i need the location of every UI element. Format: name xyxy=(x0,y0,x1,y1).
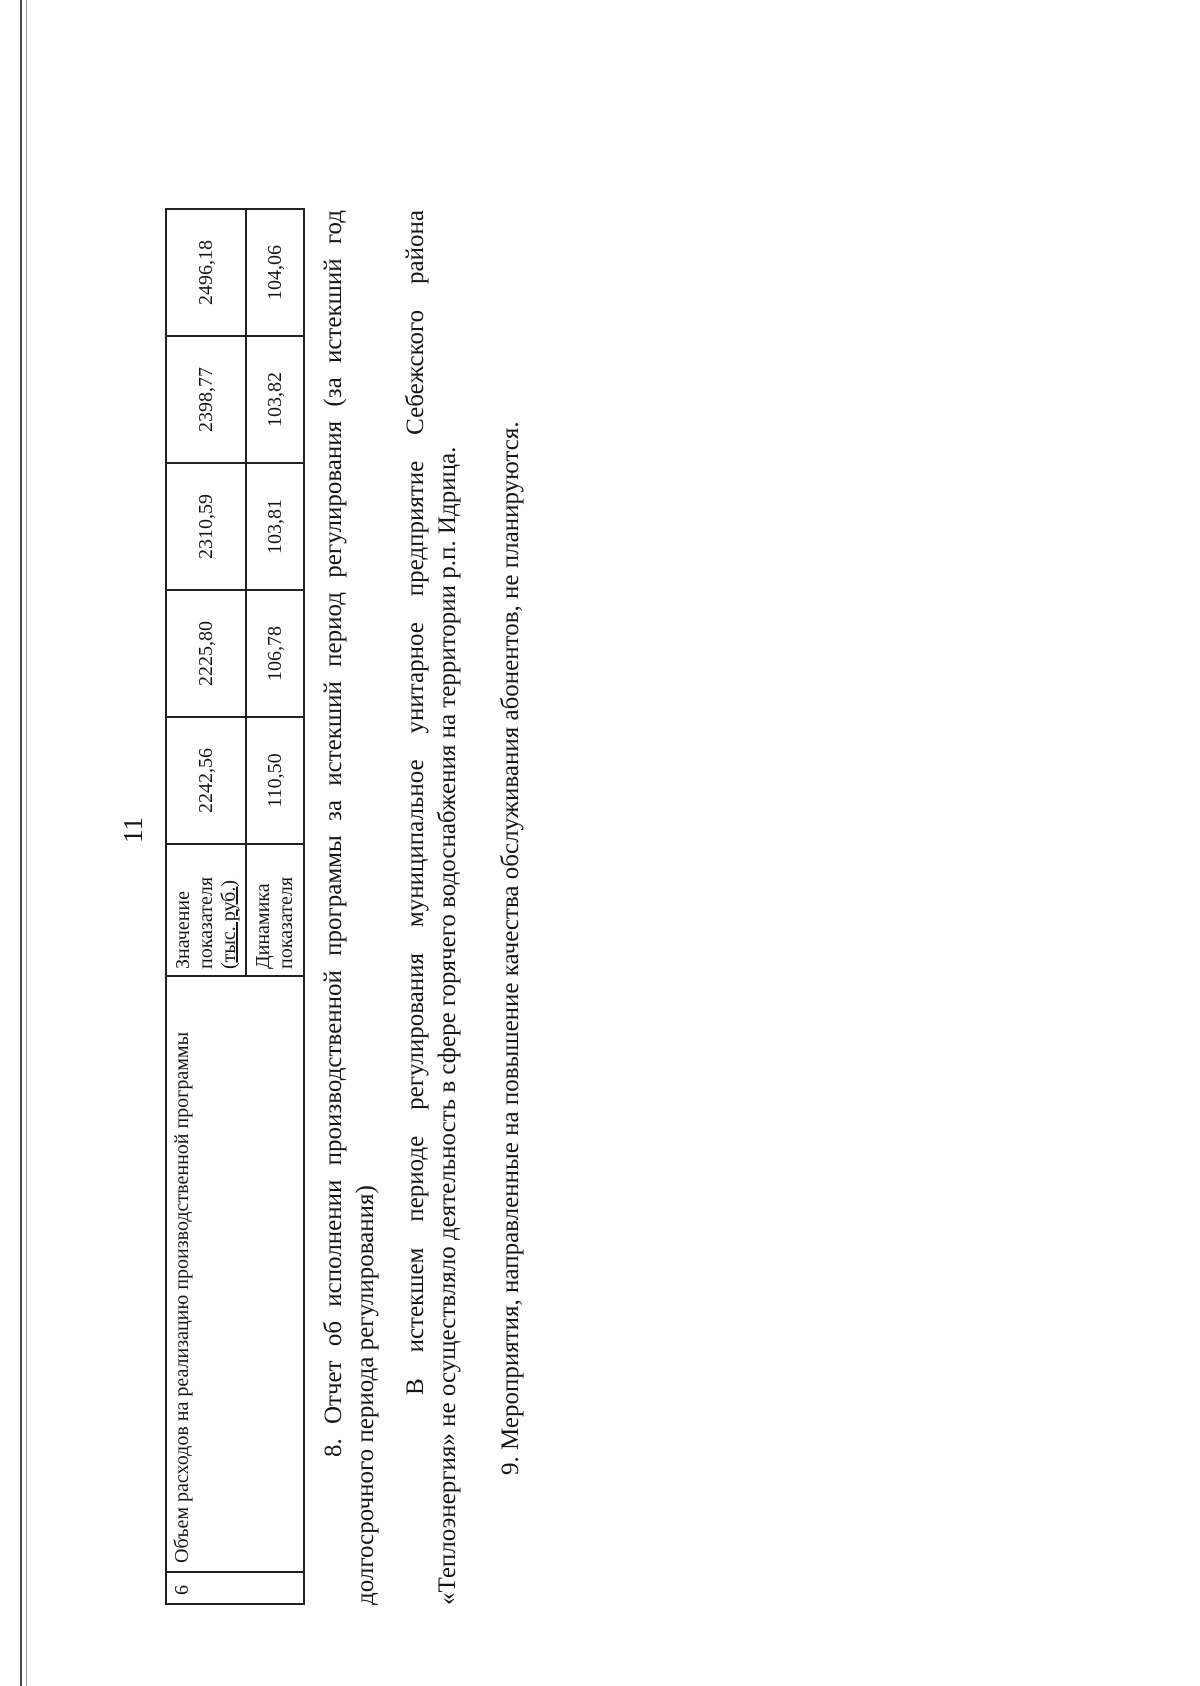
value-cell: 103,81 xyxy=(246,463,304,590)
value-cell: 2398,77 xyxy=(166,336,246,463)
label-unit: (тыс. руб.) xyxy=(217,879,240,969)
value-cell: 2496,18 xyxy=(166,209,246,336)
label-line: показателя xyxy=(275,876,297,969)
indicator-label-cell xyxy=(166,844,246,976)
indicator-name-cell: Объем расходов на реализацию производственной программы xyxy=(166,976,304,1572)
table-row xyxy=(166,209,246,1604)
section-9-paragraph: 9. Мероприятия, направленные на повышение качества обслуживания абонентов, не планируются. xyxy=(497,421,524,1475)
value-cell: 2225,80 xyxy=(166,590,246,717)
value-cell: 104,06 xyxy=(246,209,304,336)
page-number: 11 xyxy=(118,817,148,843)
value-cell: 2310,59 xyxy=(166,463,246,590)
label-line: показателя xyxy=(194,876,217,969)
value-cell: 2242,56 xyxy=(166,717,246,844)
document-page xyxy=(0,175,1110,1635)
period-report-paragraph: В истекшем периоде регулирования муниципальное унитарное предприятие Себежского района «Теплоэнергия» не осуществляло деятельность в сфере горячего водоснабжения на территории р.п. Идрица. xyxy=(402,210,461,1605)
row-number-cell: 6 xyxy=(166,1572,304,1604)
indicator-label-cell xyxy=(246,844,304,976)
value-cell: 106,78 xyxy=(246,590,304,717)
section-8-paragraph: 8. Отчет об исполнении производственной программы за истекший период регулирования (за истекший год долгосрочного периода регулирования) xyxy=(320,210,379,1605)
value-cell: 103,82 xyxy=(246,336,304,463)
indicator-table xyxy=(165,208,305,1605)
value-cell: 110,50 xyxy=(246,717,304,844)
label-line: Динамика xyxy=(252,883,274,969)
label-line: Значение xyxy=(171,890,194,969)
